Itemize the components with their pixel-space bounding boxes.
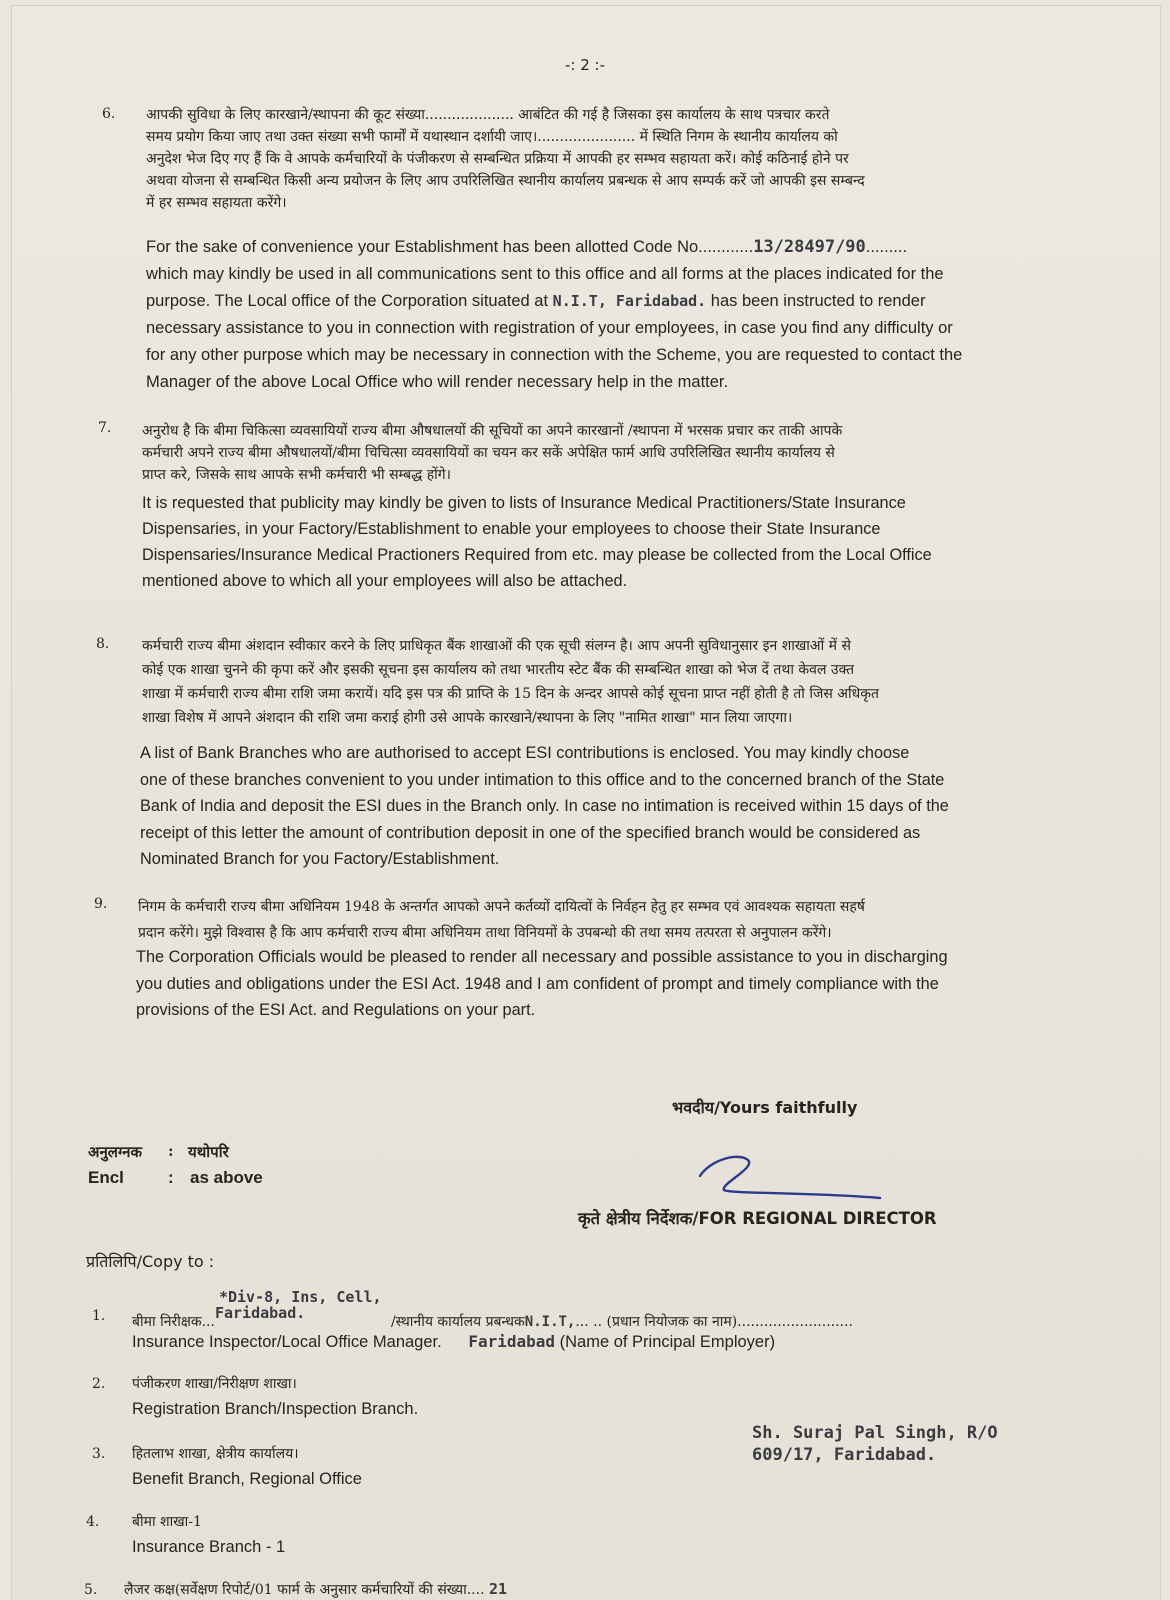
copy-1-text: ... .. (प्रधान नियोजक का नाम)..........................	[575, 1314, 853, 1330]
copy-1-hindi	[132, 1288, 853, 1331]
copy-3-hindi: हितलाभ शाखा, क्षेत्रीय कार्यालय।	[132, 1446, 299, 1462]
copy-4-number: 4.	[86, 1514, 100, 1530]
copy-5-hindi	[124, 1580, 507, 1599]
para-8-english-line: receipt of this letter the amount of contribution deposit in one of the specified branch would be considered as	[140, 823, 921, 842]
closing-yours-faithfully: भवदीय/Yours faithfully	[672, 1098, 858, 1117]
para-7-english-line: It is requested that publicity may kindly be given to lists of Insurance Medical Practitioners/State Insurance	[142, 494, 906, 512]
para-8-english-line: Nominated Branch for you Factory/Establishment.	[140, 850, 500, 868]
copy-2-hindi: पंजीकरण शाखा/निरीक्षण शाखा।	[132, 1376, 297, 1392]
para-9-english-line: you duties and obligations under the ESI Act. 1948 and I am confident of prompt and timely compliance with the	[136, 974, 939, 993]
faridabad-stamp: Faridabad	[468, 1332, 556, 1351]
copy-4-english: Insurance Branch - 1	[132, 1538, 286, 1556]
copy-1-text: Insurance Inspector/Local Office Manager.	[132, 1333, 442, 1351]
copy-3-number: 3.	[92, 1446, 106, 1462]
para-6-hindi-line: अनुदेश भेज दिए गए हैं कि वे आपके कर्मचारियों के पंजीकरण से सम्बन्धित प्रक्रिया में आपकी हर सम्भव सहायता करें। कोई कठिनाई होने पर	[146, 151, 849, 167]
para-6-english-line: Manager of the above Local Office who will render necessary help in the matter.	[146, 373, 729, 391]
nit-stamp: N.I.T,	[524, 1314, 576, 1330]
copy-2-english: Registration Branch/Inspection Branch.	[132, 1400, 419, 1418]
para-8-hindi	[142, 634, 879, 730]
para-8-hindi-line: कर्मचारी राज्य बीमा अंशदान स्वीकार करने के लिए प्राधिकृत बैंक शाखाओं की एक सूची संलग्न है। आप अपनी सुविधानुसार इन शाखाओं में से	[142, 638, 851, 654]
para-8-hindi-line: शाखा विशेष में आपने अंशदान की राशि जमा कराई होगी उसे आपके कारखाने/स्थापना के लिए "नामित शाखा" मान लिया जाएगा।	[142, 710, 793, 726]
para-8-hindi-line: कोई एक शाखा चुनने की कृपा करें और इसकी सूचना इस कार्यालय को तथा भारतीय स्टेट बैंक की सम्बन्धित शाखा को भेज दें तथा केवल उक्त	[142, 662, 855, 678]
para-8-hindi-line: शाखा में कर्मचारी राज्य बीमा राशि जमा करायें। यदि इस पत्र की प्राप्ति के 15 दिन के अन्दर आपसे कोई सूचना प्राप्त नहीं होती है तो जिस अधिकृत	[142, 686, 879, 702]
para-9-hindi-line: निगम के कर्मचारी राज्य बीमा अधिनियम 1948 के अन्तर्गत आपको अपने कर्तव्यों दायित्वों के निर्वहन हेतु हर सम्भव एवं आवश्यक सहायता सहर्ष	[138, 899, 865, 915]
para-6-english-line	[146, 234, 962, 261]
para-6-hindi-line: अथवा योजना से सम्बन्धित किसी अन्य प्रयोजन के लिए आप उपरिलिखित स्थानीय कार्यालय प्रबन्धक से आप सम्पर्क करें जो आपकी इस सम्बन्द	[146, 173, 865, 189]
para-6-dots: .........	[865, 238, 908, 256]
para-7-hindi	[142, 420, 842, 486]
inspector-stamp-line: *Div-8, Ins, Cell,	[218, 1288, 382, 1306]
copy-1-english	[132, 1332, 775, 1352]
para-6-english-line	[146, 288, 962, 315]
copy-1-text: /स्थानीय कार्यालय प्रबन्धक	[390, 1314, 525, 1330]
para-9-number: 9.	[94, 896, 108, 912]
para-7-hindi-line: कर्मचारी अपने राज्य बीमा औषधालयों/बीमा चिचित्सा व्यवसायियों का चयन कर सकें अपेक्षित फार्म आधि उपरिलिखित स्थानीय कार्यालय से	[142, 445, 835, 461]
para-6-english	[146, 234, 962, 396]
enclosure-value: as above	[190, 1168, 263, 1187]
para-7-english-line: mentioned above to which all your employees will also be attached.	[142, 572, 628, 590]
para-7-english	[142, 490, 932, 594]
para-9-english-line: provisions of the ESI Act. and Regulations on your part.	[136, 1001, 536, 1019]
para-7-english-line: Dispensaries/Insurance Medical Practioners Required from etc. may please be collected from the Local Office	[142, 546, 932, 564]
copy-1-text: बीमा निरीक्षक...	[132, 1314, 215, 1330]
para-6-hindi-line: में हर सम्भव सहायता करेंगे।	[146, 195, 287, 211]
para-6-text: has been instructed to render	[710, 292, 926, 310]
enclosure-hindi-value: यथोपरि	[188, 1143, 229, 1161]
para-8-number: 8.	[96, 636, 110, 652]
employee-count-stamp: 21	[488, 1580, 508, 1598]
copy-4-hindi: बीमा शाखा-1	[132, 1514, 202, 1530]
signature-mark	[690, 1148, 910, 1208]
employer-address-stamp	[752, 1422, 998, 1466]
para-6-hindi	[146, 104, 865, 214]
copy-3-english: Benefit Branch, Regional Office	[132, 1470, 362, 1488]
para-9-english	[136, 944, 948, 1024]
page-number: -: 2 :-	[564, 56, 605, 74]
copy-5-text: लैजर कक्ष(सर्वेक्षण रिपोर्ट/01 फार्म के अनुसार कर्मचारियों की संख्या....	[124, 1582, 485, 1598]
para-6-text: purpose. The Local office of the Corporation situated at	[146, 292, 549, 310]
inspector-stamp-line: Faridabad.	[214, 1304, 306, 1322]
para-6-number: 6.	[102, 106, 116, 122]
para-6-text: For the sake of convenience your Establishment has been allotted Code No............	[146, 238, 754, 256]
copy-1-number: 1.	[92, 1308, 106, 1324]
para-9-hindi-line: प्रदान करेंगे। मुझे विश्वास है कि आप कर्मचारी राज्य बीमा अधिनियम ताथा विनियमों के उपबन्धो की तथा समय तत्परता से अनुपालन करेंगे।	[138, 925, 832, 941]
para-7-hindi-line: अनुरोध है कि बीमा चिकित्सा व्यवसायियों राज्य बीमा औषधालयों की सूचियों का अपने कारखानों /स्थापना में भरसक प्रचार कर ताकी आपके	[142, 423, 843, 439]
para-7-number: 7.	[98, 420, 112, 436]
for-regional-director: कृते क्षेत्रीय निर्देशक/FOR REGIONAL DIRECTOR	[578, 1209, 937, 1228]
para-6-hindi-line: आपकी सुविधा के लिए कारखाने/स्थापना की कूट संख्या.................... आबंटित की गई है जिसका इस कार्यालय के साथ पत्रचार करते	[146, 107, 830, 123]
copy-2-number: 2.	[92, 1376, 106, 1392]
enclosure-label: Encl	[88, 1168, 124, 1187]
para-9-english-line: The Corporation Officials would be pleased to render all necessary and possible assistance to you in discharging	[136, 948, 948, 966]
para-9-hindi	[138, 894, 865, 946]
para-8-english-line: Bank of India and deposit the ESI dues in the Branch only. In case no intimation is received within 15 days of the	[140, 797, 949, 815]
code-number-stamp: 13/28497/90	[753, 237, 866, 257]
employer-stamp-line: Sh. Suraj Pal Singh, R/O	[752, 1423, 998, 1443]
para-6-english-line: necessary assistance to you in connection with registration of your employees, in case you find any difficulty or	[146, 319, 953, 337]
para-7-hindi-line: प्राप्त करे, जिसके साथ आपके सभी कर्मचारी भी सम्बद्ध होंगे।	[142, 467, 451, 483]
local-office-stamp: N.I.T, Faridabad.	[552, 292, 707, 310]
para-8-english	[140, 740, 949, 873]
enclosure-colon: :	[168, 1168, 174, 1187]
enclosure-colon: :	[168, 1142, 174, 1160]
para-7-english-line: Dispensaries, in your Factory/Establishment to enable your employees to choose their State Insurance	[142, 520, 881, 538]
para-6-english-line: which may kindly be used in all communications sent to this office and all forms at the places indicated for the	[146, 265, 944, 283]
enclosure-hindi-label: अनुलग्नक	[88, 1143, 143, 1161]
employer-stamp-line: 609/17, Faridabad.	[752, 1445, 937, 1465]
copy-1-text: (Name of Principal Employer)	[559, 1333, 776, 1351]
para-8-english-line: one of these branches convenient to you under intimation to this office and to the concerned branch of the State	[140, 770, 945, 789]
para-6-hindi-line: समय प्रयोग किया जाए तथा उक्त संख्या सभी फार्मों में यथास्थान दर्शायी जाए।...................... में स्थिति निगम के स्थानीय कार्यालय को	[146, 129, 838, 145]
copy-5-number: 5.	[84, 1582, 98, 1598]
para-8-english-line: A list of Bank Branches who are authorised to accept ESI contributions is enclosed. You may kindly choose	[140, 744, 910, 762]
para-6-english-line: for any other purpose which may be necessary in connection with the Scheme, you are requested to contact the	[146, 346, 963, 364]
copy-to-heading: प्रतिलिपि/Copy to :	[86, 1252, 215, 1271]
inspector-stamp	[214, 1288, 391, 1326]
